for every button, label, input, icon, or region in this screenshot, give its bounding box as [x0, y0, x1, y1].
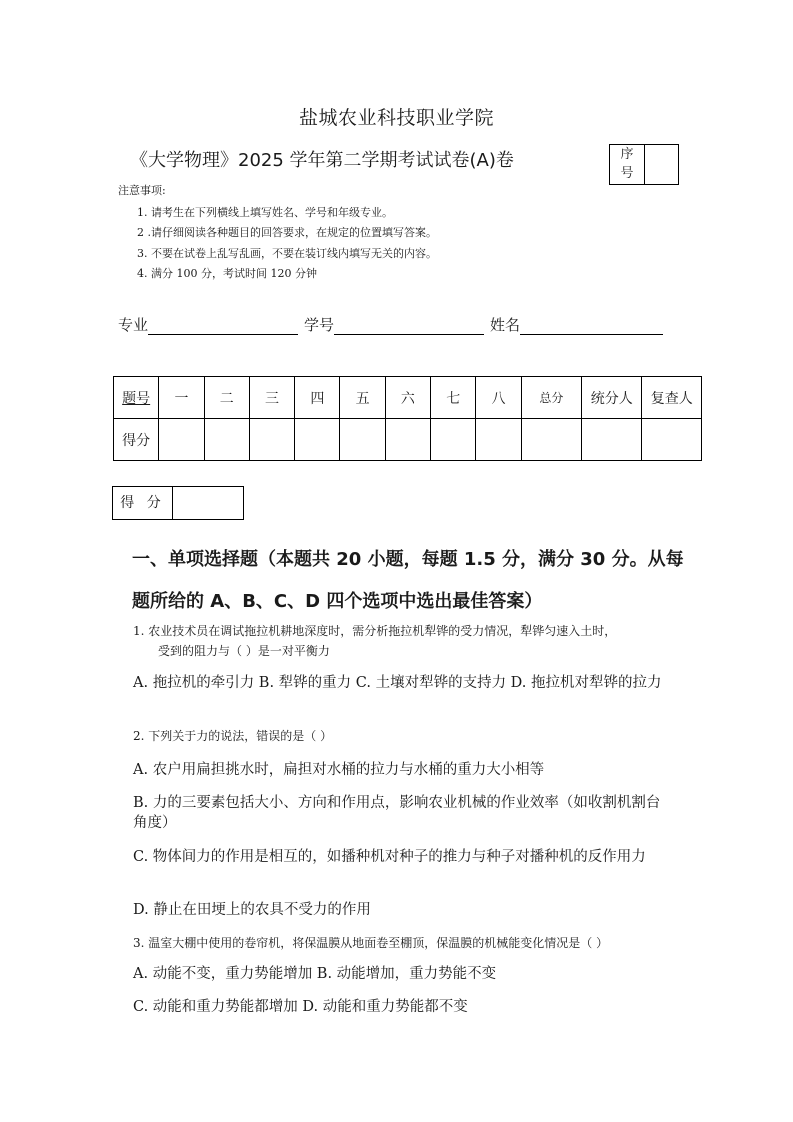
question-3-options-cd: C. 动能和重力势能都增加 D. 动能和重力势能都不变	[133, 999, 468, 1015]
table-header-cell: 统分人	[582, 377, 642, 419]
name-field[interactable]	[520, 320, 663, 335]
note-item: 3. 不要在试卷上乱写乱画，不要在装订线内填写无关的内容。	[137, 247, 437, 260]
table-header-row	[114, 377, 702, 419]
score-cell[interactable]	[476, 419, 521, 461]
sequence-number-box	[609, 144, 679, 185]
question-1-line-1: 1. 农业技术员在调试拖拉机耕地深度时，需分析拖拉机犁铧的受力情况，犁铧匀速入土时，	[133, 624, 617, 638]
sequence-label	[610, 145, 645, 184]
score-cell[interactable]	[582, 419, 642, 461]
table-header-cell: 五	[340, 377, 385, 419]
note-item: 1. 请考生在下列横线上填写姓名、学号和年级专业。	[137, 206, 393, 219]
table-header-cell: 八	[476, 377, 521, 419]
question-2-option-a: A. 农户用扁担挑水时，扁担对水桶的拉力与水桶的重力大小相等	[133, 762, 545, 778]
table-header-cell: 三	[249, 377, 294, 419]
note-item: 2 .请仔细阅读各种题目的回答要求，在规定的位置填写答案。	[137, 226, 437, 239]
question-2-option-d: D. 静止在田埂上的农具不受力的作用	[133, 902, 371, 918]
notes-heading: 注意事项:	[118, 184, 166, 197]
school-name: 盐城农业科技职业学院	[298, 107, 494, 129]
table-header-cell: 复查人	[642, 377, 702, 419]
question-2-option-c: C. 物体间力的作用是相互的，如播种机对种子的推力与种子对播种机的反作用力	[133, 849, 646, 865]
score-cell[interactable]	[385, 419, 430, 461]
section-title-line-1: 一、单项选择题（本题共 20 小题，每题 1.5 分，满分 30 分。从每	[132, 549, 684, 570]
score-cell[interactable]	[642, 419, 702, 461]
table-header-cell: 六	[385, 377, 430, 419]
score-row-label: 得分	[114, 419, 159, 461]
table-header-cell: 一	[159, 377, 204, 419]
question-1-options: A. 拖拉机的牵引力 B. 犁铧的重力 C. 土壤对犁铧的支持力 D. 拖拉机对犁铧的拉力	[133, 675, 662, 691]
student-info-line	[118, 314, 669, 335]
question-2-stem: 2. 下列关于力的说法，错误的是（ ）	[133, 729, 333, 743]
question-3-stem: 3. 温室大棚中使用的卷帘机，将保温膜从地面卷至棚顶，保温膜的机械能变化情况是（ ）	[133, 936, 609, 950]
score-cell[interactable]	[431, 419, 476, 461]
note-item: 4. 满分 100 分，考试时间 120 分钟	[137, 267, 317, 280]
student-id-label: 学号	[304, 316, 335, 334]
score-cell[interactable]	[159, 419, 204, 461]
table-header-cell: 七	[431, 377, 476, 419]
score-cell[interactable]	[340, 419, 385, 461]
score-cell[interactable]	[249, 419, 294, 461]
section-score-box	[112, 486, 244, 520]
section-title-line-2: 题所给的 A、B、C、D 四个选项中选出最佳答案）	[132, 591, 543, 612]
major-field[interactable]	[148, 320, 298, 335]
score-table	[113, 376, 702, 461]
major-label: 专业	[118, 316, 149, 334]
sequence-label-char-2: 号	[620, 166, 634, 181]
score-cell[interactable]	[521, 419, 581, 461]
question-2-option-b: B. 力的三要素包括大小、方向和作用点，影响农业机械的作业效率（如收割机割台角度）	[133, 795, 661, 831]
name-label: 姓名	[490, 316, 521, 334]
question-3-options-ab: A. 动能不变，重力势能增加 B. 动能增加，重力势能不变	[133, 966, 497, 982]
table-header-cell: 二	[204, 377, 249, 419]
score-cell[interactable]	[295, 419, 340, 461]
sequence-label-char-1: 序	[620, 147, 634, 162]
question-1	[133, 621, 693, 661]
question-1-line-2: 受到的阻力与（ ）是一对平衡力	[158, 644, 330, 658]
student-id-field[interactable]	[334, 320, 484, 335]
exam-title: 《大学物理》2025 学年第二学期考试试卷(A)卷	[130, 150, 514, 171]
table-header-cell: 四	[295, 377, 340, 419]
table-header-cell: 总分	[521, 377, 581, 419]
score-cell[interactable]	[204, 419, 249, 461]
table-row	[114, 419, 702, 461]
table-header-cell: 题号	[114, 377, 159, 419]
section-score-label: 得 分	[113, 487, 173, 519]
